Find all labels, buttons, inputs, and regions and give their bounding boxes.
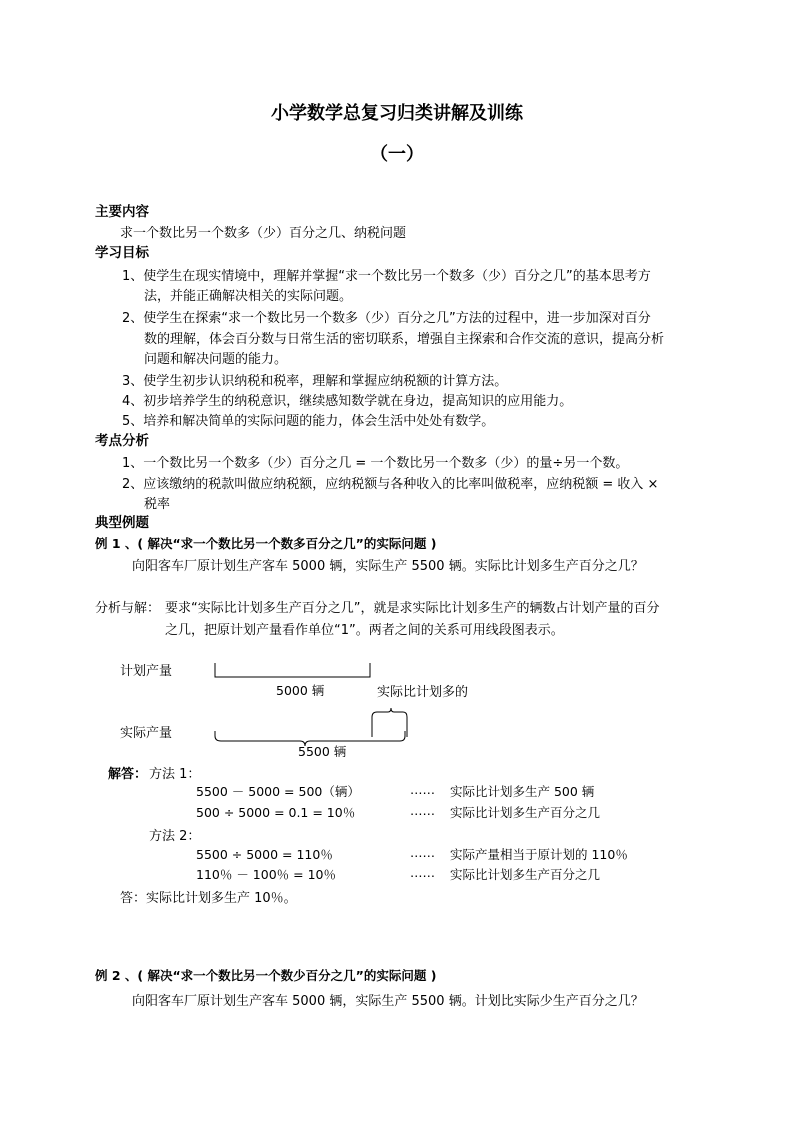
method-1-note-2: 实际比计划多生产百分之几	[450, 805, 601, 820]
method-2-dots-1: ……	[410, 845, 435, 860]
diagram-plan-value: 5000 辆	[276, 683, 325, 698]
method-1-label: 方法 1：	[149, 767, 201, 782]
objective-3: 3、使学生初步认识纳税和税率，理解和掌握应纳税额的计算方法。	[122, 374, 508, 389]
method-2-expr-1: 5500 ÷ 5000 = 110％	[196, 847, 333, 862]
objective-2-line-3: 问题和解决问题的能力。	[144, 352, 288, 367]
example-1-analysis-label: 分析与解：	[95, 601, 161, 616]
objective-2-line-2: 数的理解，体会百分数与日常生活的密切联系，增强自主探索和合作交流的意识，提高分析	[144, 332, 665, 347]
method-1-expr-2: 500 ÷ 5000 = 0.1 = 10％	[196, 805, 356, 820]
answer-label: 解答：	[108, 767, 148, 782]
example-2-label: 例 2 、( 解决“求一个数比另一个数少百分之几”的实际问题 )	[95, 968, 437, 983]
objectives-heading: 学习目标	[95, 245, 149, 261]
page-title: 小学数学总复习归类讲解及训练	[271, 103, 523, 124]
objective-4: 4、初步培养学生的纳税意识，继续感知数学就在身边，提高知识的应用能力。	[122, 394, 573, 409]
example-2-problem: 向阳客车厂原计划生产客车 5000 辆，实际生产 5500 辆。计划比实际少生产百分之几？	[132, 994, 644, 1009]
diagram-plan-label: 计划产量	[120, 664, 173, 679]
diagram-actual-label: 实际产量	[120, 726, 173, 741]
method-1-dots-2: ……	[410, 803, 435, 818]
method-2-note-2: 实际比计划多生产百分之几	[450, 867, 601, 882]
analysis-2-line-2: 税率	[144, 497, 171, 512]
diagram-more-label: 实际比计划多的	[377, 685, 469, 700]
page-subtitle: （一）	[370, 144, 424, 165]
objective-2-line-1: 2、使学生在探索“求一个数比另一个数多（少）百分之几”方法的过程中，进一步加深对百分	[122, 311, 651, 326]
objective-1-line-2: 法，并能正确解决相关的实际问题。	[144, 289, 353, 304]
example-1-label: 例 1 、( 解决“求一个数比另一个数多百分之几”的实际问题 )	[95, 536, 437, 551]
method-2-label: 方法 2：	[149, 829, 201, 844]
main-content-text: 求一个数比另一个数多（少）百分之几、纳税问题	[120, 226, 407, 241]
analysis-2-line-1: 2、应该缴纳的税款叫做应纳税额，应纳税额与各种收入的比率叫做税率，应纳税额 = 收入 ×	[122, 477, 659, 492]
method-1-expr-1: 5500 － 5000 = 500（辆）	[196, 784, 360, 799]
example-1-analysis-line-1: 要求“实际比计划多生产百分之几”，就是求实际比计划多生产的辆数占计划产量的百分	[165, 601, 660, 616]
objective-5: 5、培养和解决简单的实际问题的能力，体会生活中处处有数学。	[122, 414, 495, 429]
method-2-dots-2: ……	[410, 865, 435, 880]
method-2-note-1: 实际产量相当于原计划的 110％	[450, 847, 628, 862]
diagram-actual-value: 5500 辆	[298, 744, 347, 759]
example-1-problem: 向阳客车厂原计划生产客车 5000 辆，实际生产 5500 辆。实际比计划多生产百分之几？	[132, 559, 644, 574]
objective-1-line-1: 1、使学生在现实情境中，理解并掌握“求一个数比另一个数多（少）百分之几”的基本思考方	[122, 269, 651, 284]
main-content-heading: 主要内容	[95, 204, 149, 220]
method-1-note-1: 实际比计划多生产 500 辆	[450, 784, 595, 799]
analysis-1: 1、一个数比另一个数多（少）百分之几 = 一个数比另一个数多（少）的量÷另一个数。	[122, 456, 629, 471]
analysis-heading: 考点分析	[95, 433, 149, 449]
example-1-final-answer: 答：实际比计划多生产 10％。	[120, 891, 297, 906]
plan-brace	[215, 663, 370, 677]
method-1-dots-1: ……	[410, 782, 435, 797]
example-1-analysis-line-2: 之几，把原计划产量看作单位“1”。两者之间的关系可用线段图表示。	[165, 623, 564, 638]
examples-heading: 典型例题	[95, 515, 149, 531]
method-2-expr-2: 110％ － 100％ = 10％	[196, 867, 336, 882]
